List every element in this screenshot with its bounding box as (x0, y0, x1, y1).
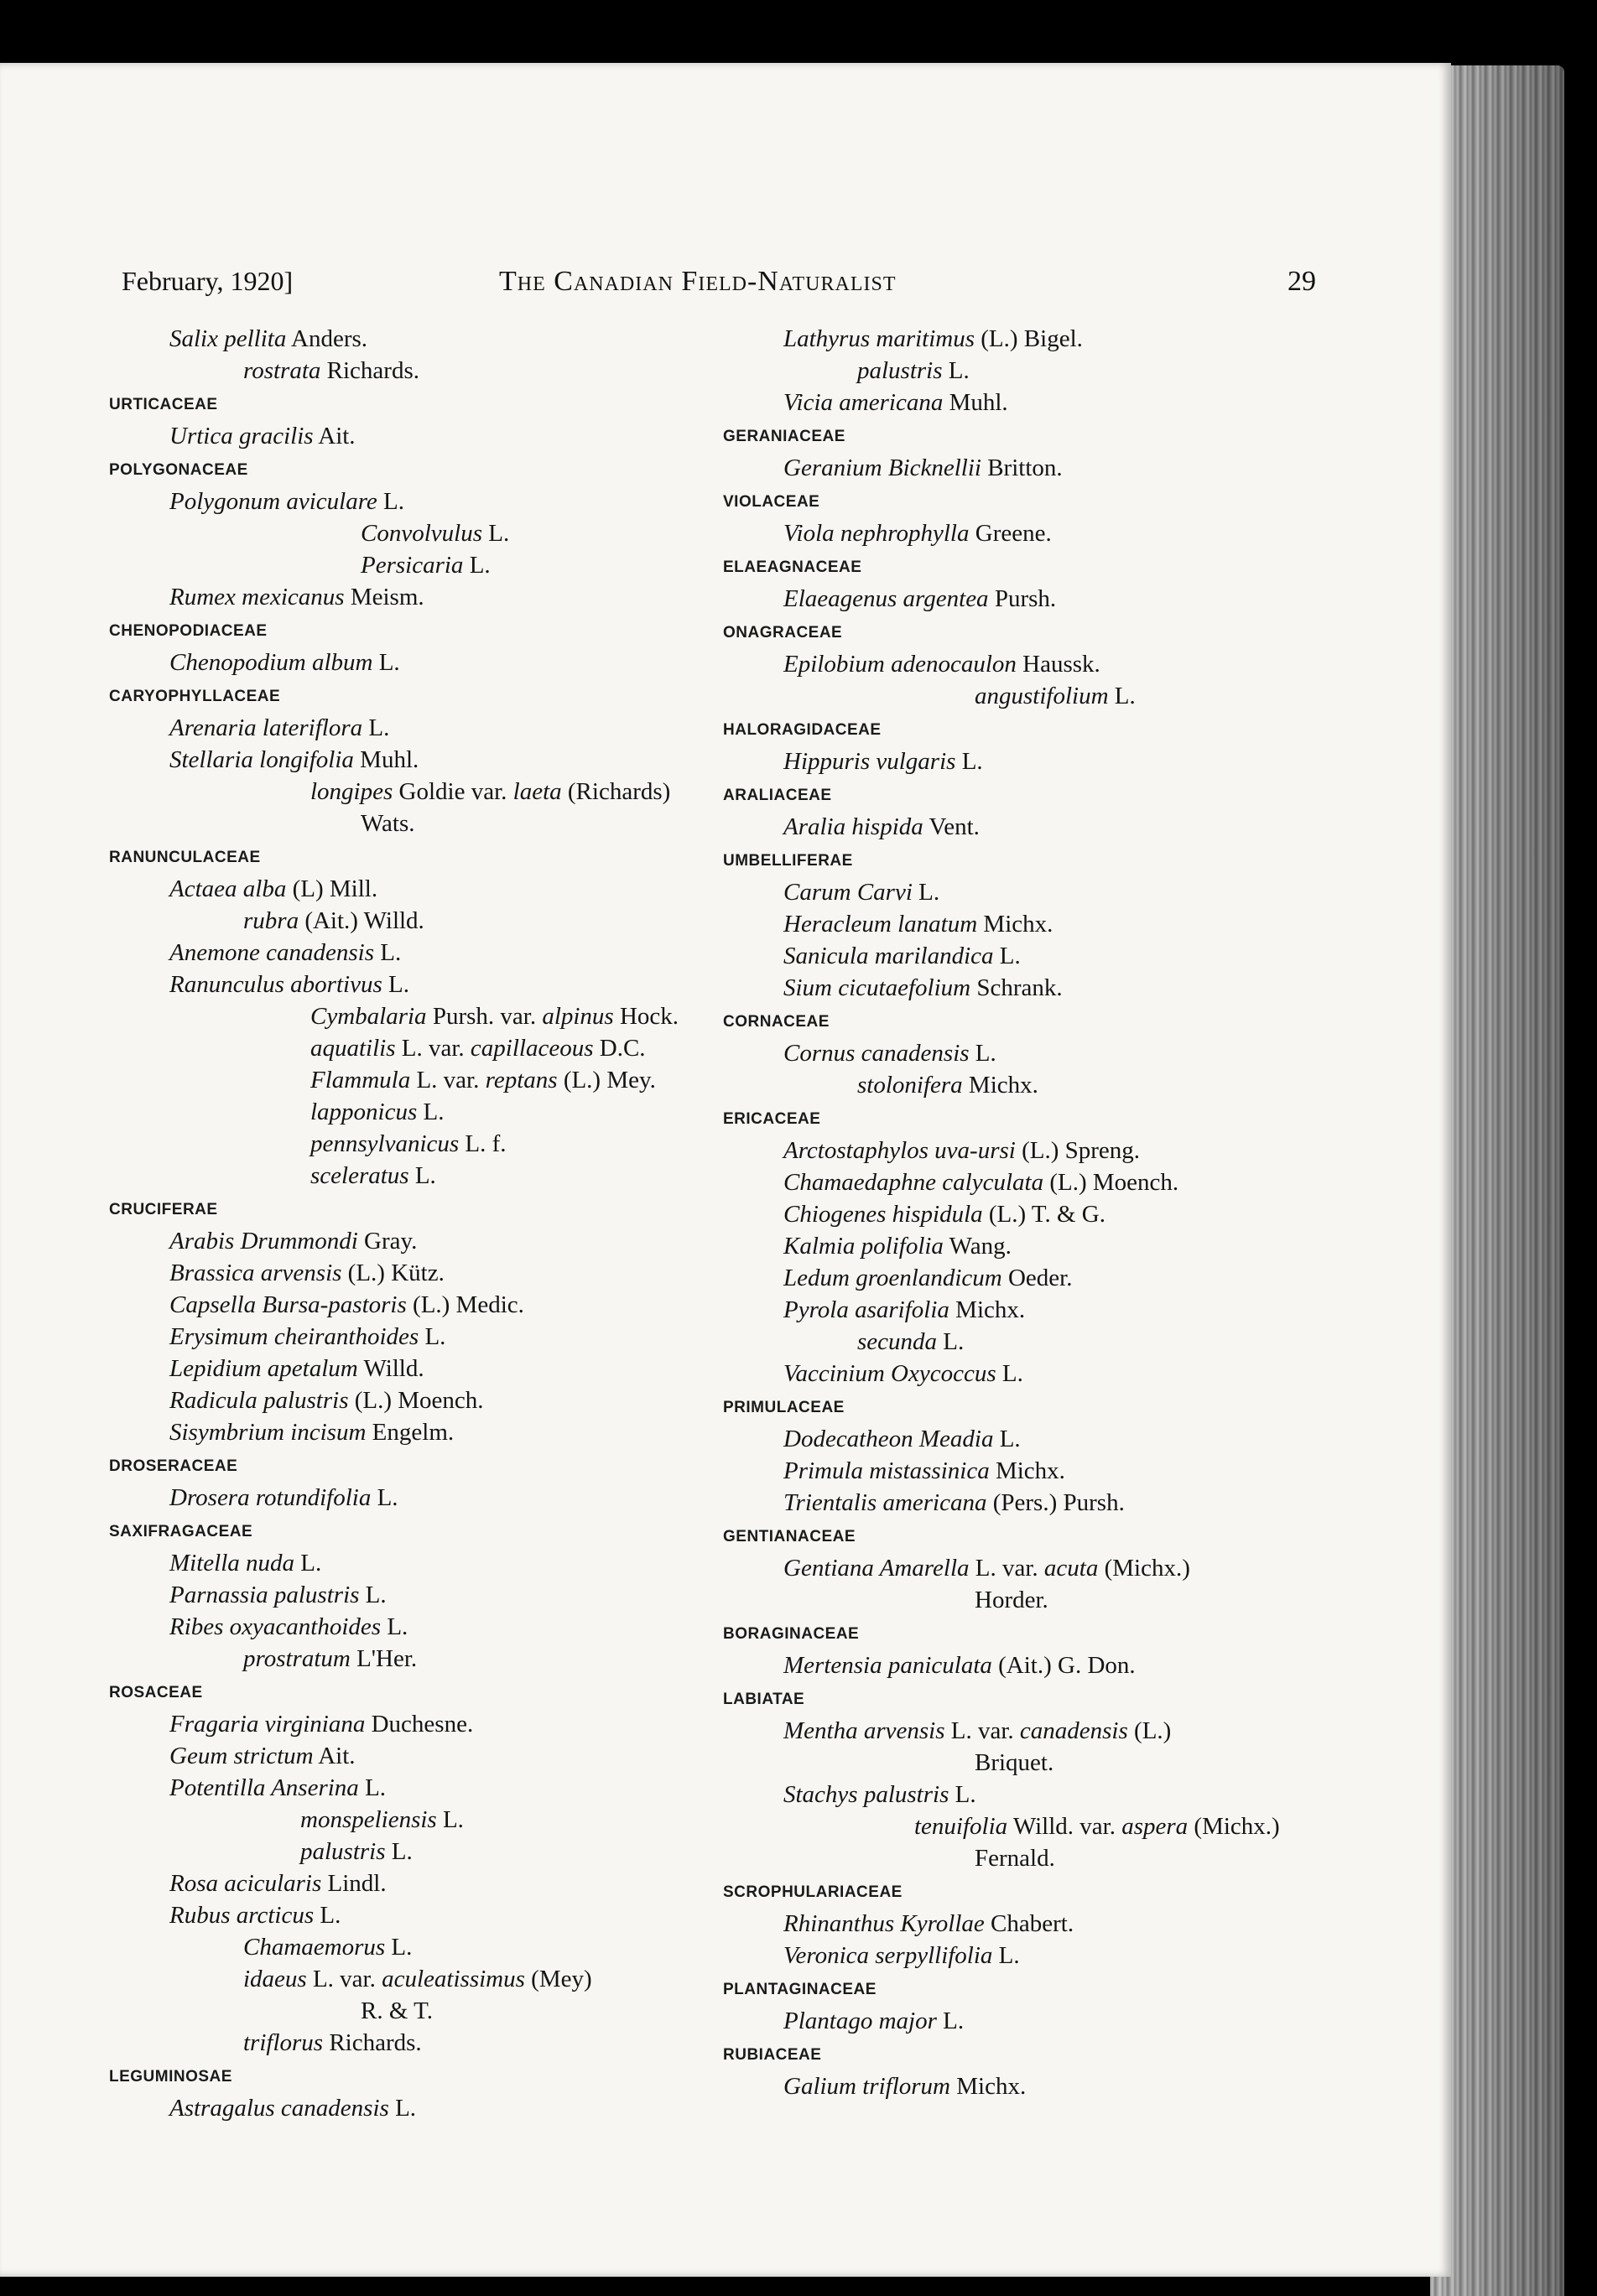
family-heading: RANUNCULACEAE (109, 849, 261, 866)
species-name: prostratum (243, 1645, 351, 1672)
authority: Wang. (949, 1233, 1012, 1260)
species-entry (723, 1940, 1310, 1971)
species-name: Veronica serpyllifolia (783, 1942, 993, 1969)
authority: (Ait.) Willd. (304, 907, 424, 934)
species-entry (109, 1995, 696, 2027)
authority: (L.) Kütz. (347, 1260, 445, 1286)
species-name: stolonifera (857, 1072, 963, 1099)
authority: Michx. (955, 1296, 1026, 1323)
family-heading: LABIATAE (723, 1691, 805, 1708)
species-entry (723, 908, 1310, 940)
species-name: Mentha arvensis (783, 1717, 945, 1744)
variety-name: alpinus (542, 1003, 614, 1030)
family-heading: CRUCIFERAE (109, 1201, 218, 1218)
species-entry (723, 1262, 1310, 1294)
species-entry (723, 1779, 1310, 1810)
species-name: Kalmia polifolia (783, 1233, 944, 1260)
authority: Britton. (987, 455, 1063, 481)
species-name: Flammula (310, 1067, 411, 1093)
variety-name: reptans (485, 1067, 558, 1093)
species-name: Dodecatheon Meadia (783, 1426, 994, 1452)
species-name: Rubus arcticus (169, 1902, 315, 1929)
authority: Willd. (363, 1355, 424, 1382)
authority: L. (488, 520, 510, 547)
authority: Ait. (318, 423, 356, 449)
authority: L. (943, 1328, 965, 1355)
family-heading: PLANTAGINACEAE (723, 1981, 877, 1998)
species-name: tenuifolia (914, 1813, 1008, 1840)
species-name: Capsella Bursa-pastoris (169, 1291, 407, 1318)
species-entry (723, 1715, 1310, 1747)
authority: L. (365, 1582, 387, 1608)
species-entry (723, 2070, 1310, 2102)
species-name: Chamaedaphne calyculata (783, 1169, 1044, 1196)
authority: Muhl. (949, 389, 1008, 416)
authority: Pursh. (994, 585, 1057, 612)
species-entry (723, 680, 1310, 712)
authority: (L.) Moench. (1049, 1169, 1179, 1196)
authority: L. f. (465, 1130, 507, 1157)
authority: Haussk. (1022, 651, 1100, 678)
authority: Richards. (326, 357, 419, 384)
species-name: Arctostaphylos uva-ursi (783, 1137, 1016, 1164)
species-entry (723, 1649, 1310, 1681)
species-entry (723, 1842, 1310, 1874)
authority: L. (918, 879, 940, 906)
species-name: Plantago major (783, 2008, 937, 2034)
variety-name: capillaceous (470, 1035, 594, 1062)
species-entry (109, 1643, 696, 1675)
species-entry (109, 1899, 696, 1931)
species-name: Lepidium apetalum (169, 1355, 358, 1382)
species-entry (723, 1069, 1310, 1101)
species-entry (109, 1384, 696, 1416)
variety-name: aspera (1121, 1813, 1189, 1840)
species-entry (723, 1135, 1310, 1166)
species-entry (723, 355, 1310, 387)
authority: L. (368, 714, 390, 741)
species-entry (109, 549, 696, 581)
authority: Muhl. (360, 746, 419, 773)
species-name: Chiogenes hispidula (783, 1201, 983, 1228)
species-entry (109, 2092, 696, 2124)
species-name: Sium cicutaefolium (783, 974, 971, 1001)
authority: Vent. (929, 813, 980, 840)
species-name: Ribes oxyacanthoides (169, 1613, 382, 1640)
species-entry (109, 1708, 696, 1740)
family-heading: CARYOPHYLLACEAE (109, 688, 281, 705)
species-name: Geranium Bicknellii (783, 455, 981, 481)
species-name: Astragalus canadensis (169, 2095, 389, 2122)
species-name: Stachys palustris (783, 1781, 949, 1808)
authority: L. (300, 1550, 322, 1577)
species-name: Brassica arvensis (169, 1260, 342, 1286)
authority: Oeder. (1007, 1265, 1073, 1291)
family-heading: UMBELLIFERAE (723, 852, 853, 870)
authority: Duchesne. (371, 1711, 474, 1738)
family-heading: RUBIACEAE (723, 2046, 822, 2064)
authority: (L.) Bigel. (981, 325, 1083, 352)
species-entry (109, 355, 696, 387)
authority: L. (1001, 1360, 1023, 1387)
authority: L. (469, 552, 491, 579)
authority: Greene. (975, 520, 1052, 547)
species-name: Elaeagenus argentea (783, 585, 989, 612)
species-entry (109, 323, 696, 355)
authority: L. (377, 1484, 398, 1511)
species-entry (109, 1225, 696, 1257)
species-name: Vicia americana (783, 389, 944, 416)
authority: Michx. (995, 1457, 1065, 1484)
species-entry (109, 1963, 696, 1995)
authority: L. (395, 2095, 417, 2122)
family-heading: URTICACEAE (109, 396, 218, 413)
authority: L. (961, 748, 983, 775)
species-entry (109, 486, 696, 517)
species-name: Trientalis americana (783, 1489, 987, 1516)
species-entry (723, 1423, 1310, 1455)
authority: L. (320, 1902, 341, 1929)
species-entry (723, 1230, 1310, 1262)
species-entry (723, 323, 1310, 355)
authority: Hock. (619, 1003, 679, 1030)
species-entry (109, 1353, 696, 1384)
species-entry (109, 937, 696, 969)
species-entry (109, 1931, 696, 1963)
authority: Pursh. var. (432, 1003, 537, 1030)
variety-name: laeta (512, 778, 562, 805)
authority: (Richards) (567, 778, 671, 805)
species-entry (723, 940, 1310, 972)
authority: Briquet. (975, 1749, 1054, 1776)
species-name: longipes (310, 778, 393, 805)
species-entry (109, 1482, 696, 1514)
species-name: Persicaria (361, 552, 464, 579)
species-name: monspeliensis (300, 1806, 437, 1833)
species-entry (723, 1552, 1310, 1584)
species-name: Erysimum cheiranthoides (169, 1323, 419, 1350)
family-heading: LEGUMINOSAE (109, 2068, 232, 2086)
species-name: Ledum groenlandicum (783, 1265, 1002, 1291)
authority: L. (442, 1806, 464, 1833)
family-heading: POLYGONACEAE (109, 461, 248, 479)
species-entry (109, 420, 696, 452)
variety-name: canadensis (1019, 1717, 1128, 1744)
authority: L. (423, 1099, 445, 1125)
species-name: Carum Carvi (783, 879, 913, 906)
authority: L. (943, 2008, 965, 2034)
page-number: 29 (1287, 266, 1316, 297)
species-name: Mitella nuda (169, 1550, 295, 1577)
species-entry (109, 1000, 696, 1032)
authority: Michx. (956, 2073, 1027, 2100)
authority: L'Her. (356, 1645, 418, 1672)
authority: L. var. (416, 1067, 480, 1093)
species-entry (109, 1804, 696, 1836)
species-name: Arabis Drummondi (169, 1228, 358, 1254)
authority: Engelm. (372, 1419, 455, 1446)
authority: L. (388, 971, 409, 998)
species-entry (723, 1166, 1310, 1198)
species-entry (109, 873, 696, 905)
right-column (723, 323, 1310, 2102)
authority: (Michx.) (1194, 1813, 1280, 1840)
authority: D.C. (599, 1035, 646, 1062)
species-name: Lathyrus maritimus (783, 325, 975, 352)
family-heading: VIOLACEAE (723, 493, 820, 511)
species-entry (109, 808, 696, 839)
species-entry (109, 1321, 696, 1353)
authority: L. (955, 1781, 976, 1808)
species-entry (109, 1416, 696, 1448)
species-entry (109, 1740, 696, 1772)
authority: Horder. (975, 1587, 1048, 1613)
species-name: Cymbalaria (310, 1003, 427, 1030)
authority: Richards. (329, 2029, 422, 2056)
authority: Michx. (983, 911, 1053, 938)
authority: Ait. (318, 1743, 356, 1769)
species-entry (109, 1836, 696, 1867)
authority: Willd. var. (1012, 1813, 1116, 1840)
authority: L. (391, 1838, 413, 1865)
species-name: Stellaria longifolia (169, 746, 354, 773)
authority: Chabert. (991, 1910, 1074, 1937)
species-entry (109, 1772, 696, 1804)
species-entry (723, 1584, 1310, 1616)
authority: L. (998, 1942, 1020, 1969)
species-entry (109, 1160, 696, 1192)
species-entry (723, 1810, 1310, 1842)
species-entry (723, 1455, 1310, 1487)
species-name: Gentiana Amarella (783, 1555, 970, 1582)
species-name: Cornus canadensis (783, 1040, 970, 1067)
species-entry (109, 2027, 696, 2059)
species-name: Salix pellita (169, 325, 287, 352)
species-name: Rhinanthus Kyrollae (783, 1910, 985, 1937)
species-name: Radicula palustris (169, 1387, 349, 1414)
authority: L. (424, 1323, 446, 1350)
species-name: Epilobium adenocaulon (783, 651, 1017, 678)
species-name: Urtica gracilis (169, 423, 314, 449)
authority: L. (975, 1040, 996, 1067)
species-name: palustris (857, 357, 943, 384)
species-entry (723, 517, 1310, 549)
species-name: Rosa acicularis (169, 1870, 322, 1897)
species-entry (109, 1867, 696, 1899)
authority: L. (378, 649, 400, 676)
authority: (L) Mill. (292, 875, 378, 902)
family-heading: DROSERACEAE (109, 1457, 238, 1475)
species-name: Heracleum lanatum (783, 911, 978, 938)
species-name: idaeus (243, 1966, 307, 1992)
species-entry (723, 811, 1310, 843)
authority: L. (999, 1426, 1021, 1452)
authority: L. var. (312, 1966, 376, 1992)
species-entry (723, 1198, 1310, 1230)
species-name: Polygonum aviculare (169, 488, 377, 515)
species-entry (109, 1064, 696, 1096)
species-entry (109, 1547, 696, 1579)
species-name: Parnassia palustris (169, 1582, 360, 1608)
species-entry (723, 387, 1310, 418)
species-entry (109, 1096, 696, 1128)
species-name: Drosera rotundifolia (169, 1484, 372, 1511)
authority: (L.) Mey. (563, 1067, 656, 1093)
authority: Schrank. (976, 974, 1063, 1001)
species-name: Sanicula marilandica (783, 943, 994, 969)
species-name: rostrata (243, 357, 321, 384)
species-name: Geum strictum (169, 1743, 314, 1769)
species-entry (109, 581, 696, 613)
species-entry (723, 876, 1310, 908)
authority: (L.) T. & G. (988, 1201, 1105, 1228)
species-entry (109, 905, 696, 937)
species-name: Aralia hispida (783, 813, 923, 840)
authority: L. (948, 357, 970, 384)
authority: (L.) Moench. (354, 1387, 484, 1414)
authority: Fernald. (975, 1845, 1055, 1872)
species-entry (109, 1289, 696, 1321)
left-column (109, 323, 696, 2124)
species-entry (723, 648, 1310, 680)
authority: L. (999, 943, 1021, 969)
species-name: Primula mistassinica (783, 1457, 990, 1484)
species-name: secunda (857, 1328, 938, 1355)
species-name: Fragaria virginiana (169, 1711, 366, 1738)
authority: L. var. (975, 1555, 1038, 1582)
authority: R. & T. (361, 1997, 433, 2024)
species-name: Viola nephrophylla (783, 520, 970, 547)
authority: Meism. (350, 584, 424, 610)
authority: L. (387, 1613, 408, 1640)
species-name: triflorus (243, 2029, 324, 2056)
species-name: Chamaemorus (243, 1934, 386, 1961)
species-name: palustris (300, 1838, 386, 1865)
issue-date: February, 1920] (122, 266, 294, 296)
species-entry (723, 1487, 1310, 1519)
species-name: Anemone canadensis (169, 939, 375, 966)
species-entry (723, 1908, 1310, 1940)
family-heading: ARALIACEAE (723, 787, 832, 804)
species-name: aquatilis (310, 1035, 396, 1062)
species-entry (109, 1257, 696, 1289)
authority: Lindl. (327, 1870, 387, 1897)
journal-title: The Canadian Field-Naturalist (499, 266, 897, 297)
species-name: Actaea alba (169, 875, 287, 902)
authority: L. (414, 1162, 436, 1189)
species-name: Rumex mexicanus (169, 584, 345, 610)
authority: L. var. (401, 1035, 465, 1062)
species-name: Vaccinium Oxycoccus (783, 1360, 996, 1387)
family-heading: GENTIANACEAE (723, 1528, 856, 1545)
species-entry (109, 712, 696, 744)
variety-name: aculeatissimus (382, 1966, 525, 1992)
authority: L. (383, 488, 404, 515)
species-name: sceleratus (310, 1162, 409, 1189)
species-name: Convolvulus (361, 520, 482, 547)
species-name: Mertensia paniculata (783, 1652, 992, 1679)
species-name: Ranunculus abortivus (169, 971, 382, 998)
family-heading: ONAGRACEAE (723, 624, 843, 642)
species-entry (723, 1294, 1310, 1326)
authority: (L.) (1134, 1717, 1172, 1744)
family-heading: ROSACEAE (109, 1684, 203, 1701)
family-heading: SCROPHULARIACEAE (723, 1883, 903, 1901)
species-entry (723, 1747, 1310, 1779)
species-entry (109, 1579, 696, 1611)
authority: Michx. (968, 1072, 1038, 1099)
family-heading: PRIMULACEAE (723, 1399, 845, 1416)
species-name: Arenaria lateriflora (169, 714, 363, 741)
family-heading: BORAGINACEAE (723, 1625, 860, 1643)
authority: L. (380, 939, 402, 966)
authority: L. (391, 1934, 413, 1961)
authority: Anders. (291, 325, 368, 352)
species-name: Potentilla Anserina (169, 1774, 359, 1801)
species-entry (723, 1326, 1310, 1358)
authority: (Ait.) G. Don. (998, 1652, 1136, 1679)
species-name: Sisymbrium incisum (169, 1419, 367, 1446)
authority: (Mey) (531, 1966, 592, 1992)
family-heading: ELAEAGNACEAE (723, 558, 862, 576)
species-entry (109, 517, 696, 549)
authority: Gray. (364, 1228, 418, 1254)
family-heading: SAXIFRAGACEAE (109, 1523, 253, 1540)
authority: L. (1114, 683, 1136, 709)
species-name: angustifolium (975, 683, 1109, 709)
species-entry (109, 744, 696, 776)
species-entry (723, 1037, 1310, 1069)
species-name: lapponicus (310, 1099, 418, 1125)
authority: Goldie var. (398, 778, 507, 805)
species-entry (723, 583, 1310, 615)
species-entry (723, 972, 1310, 1004)
species-entry (109, 1032, 696, 1064)
species-entry (109, 1128, 696, 1160)
authority: Wats. (361, 810, 415, 837)
species-name: pennsylvanicus (310, 1130, 460, 1157)
family-heading: CORNACEAE (723, 1013, 830, 1031)
species-name: rubra (243, 907, 299, 934)
species-entry (109, 647, 696, 678)
species-name: Galium triflorum (783, 2073, 950, 2100)
species-name: Chenopodium album (169, 649, 373, 676)
document-page (0, 63, 1451, 2277)
family-heading: ERICACEAE (723, 1110, 821, 1128)
authority: L. var. (950, 1717, 1014, 1744)
authority: (L.) Spreng. (1022, 1137, 1141, 1164)
family-heading: HALORAGIDACEAE (723, 721, 882, 739)
family-heading: CHENOPODIACEAE (109, 622, 268, 640)
authority: (Michx.) (1104, 1555, 1190, 1582)
authority: L. (365, 1774, 387, 1801)
species-name: Pyrola asarifolia (783, 1296, 949, 1323)
variety-name: acuta (1043, 1555, 1099, 1582)
species-entry (723, 452, 1310, 484)
family-heading: GERANIACEAE (723, 428, 845, 445)
species-entry (109, 1611, 696, 1643)
species-entry (723, 745, 1310, 777)
species-entry (723, 1358, 1310, 1390)
authority: (Pers.) Pursh. (992, 1489, 1125, 1516)
species-entry (109, 776, 696, 808)
species-entry (109, 969, 696, 1000)
species-entry (723, 2005, 1310, 2037)
species-name: Hippuris vulgaris (783, 748, 956, 775)
authority: (L.) Medic. (413, 1291, 524, 1318)
